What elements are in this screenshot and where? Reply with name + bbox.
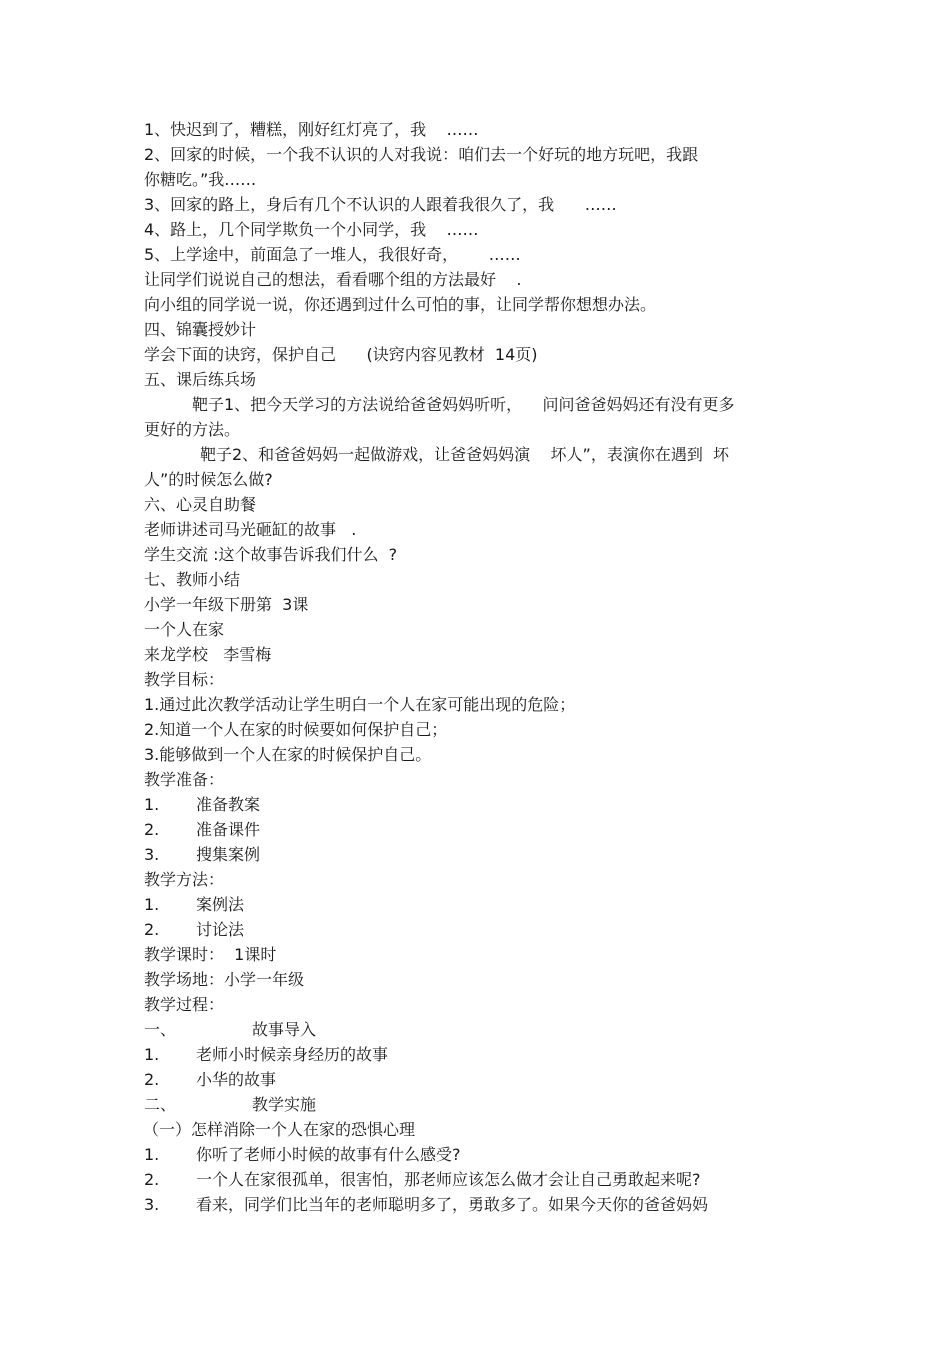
heading-number: 二、 xyxy=(144,1095,177,1114)
story-item-number: 2. xyxy=(144,1070,160,1089)
author-line: 来龙学校 李雪梅 xyxy=(144,645,272,664)
goal-1: 1.通过此次教学活动让学生明白一个人在家可能出现的危险； xyxy=(144,695,576,714)
target-2-cont: 人”的时候怎么做? xyxy=(144,470,273,489)
story-item xyxy=(144,1044,388,1066)
scenario-line-3: 3、回家的路上，身后有几个不认识的人跟着我很久了，我 …… xyxy=(144,195,617,214)
story-item-text: 小华的故事 xyxy=(196,1070,277,1089)
target-2-line: 靶子2、和爸爸妈妈一起做游戏，让爸爸妈妈演 坏人”，表演你在遇到 坏 xyxy=(200,445,729,464)
fear-item-number: 2. xyxy=(144,1170,160,1189)
prep-item xyxy=(144,844,260,866)
method-item-number: 1. xyxy=(144,895,160,914)
method-item-number: 2. xyxy=(144,920,160,939)
subsection-heading: （一）怎样消除一个人在家的恐惧心理 xyxy=(143,1120,416,1139)
method-item xyxy=(144,894,244,916)
tips-line: 学会下面的诀窍，保护自己 (诀窍内容见教材 14页) xyxy=(144,345,538,364)
prep-item-number: 3. xyxy=(144,845,160,864)
fear-item-number: 1. xyxy=(144,1145,160,1164)
process-step-2-heading xyxy=(144,1094,316,1116)
method-item-text: 讨论法 xyxy=(196,920,245,939)
discussion-line: 让同学们说说自己的想法，看看哪个组的方法最好 . xyxy=(144,270,522,289)
venue-line: 教学场地：小学一年级 xyxy=(144,970,305,989)
goals-heading: 教学目标： xyxy=(144,670,225,689)
prep-item-number: 2. xyxy=(144,820,160,839)
scenario-line-5: 5、上学途中，前面急了一堆人，我很好奇， …… xyxy=(144,245,521,264)
scenario-line-1: 1、快迟到了，糟糕，刚好红灯亮了，我 …… xyxy=(144,120,479,139)
fear-item-text: 你听了老师小时候的故事有什么感受? xyxy=(196,1145,461,1164)
prep-heading: 教学准备： xyxy=(144,770,225,789)
prep-item-text: 准备教案 xyxy=(196,795,261,814)
fear-item xyxy=(144,1144,461,1166)
section-4-heading: 四、锦囊授妙计 xyxy=(144,320,257,339)
prep-item-text: 准备课件 xyxy=(196,820,261,839)
student-exchange-line: 学生交流 :这个故事告诉我们什么 ? xyxy=(144,545,398,564)
process-heading: 教学过程： xyxy=(144,995,225,1014)
story-item xyxy=(144,1069,276,1091)
heading-number: 一、 xyxy=(144,1020,177,1039)
story-line: 老师讲述司马光砸缸的故事 . xyxy=(144,520,357,539)
goal-2: 2.知道一个人在家的时候要如何保护自己； xyxy=(144,720,448,739)
prep-item xyxy=(144,794,260,816)
method-heading: 教学方法： xyxy=(144,870,225,889)
section-5-heading: 五、课后练兵场 xyxy=(144,370,257,389)
duration-line: 教学课时： 1课时 xyxy=(144,945,277,964)
scenario-line-2-cont: 你糖吃。”我…… xyxy=(144,170,257,189)
fear-item-text: 一个人在家很孤单，很害怕，那老师应该怎么做才会让自己勇敢起来呢? xyxy=(196,1170,701,1189)
prep-item-text: 搜集案例 xyxy=(196,845,261,864)
group-share-line: 向小组的同学说一说，你还遇到过什么可怕的事，让同学帮你想想办法。 xyxy=(144,295,657,314)
fear-item-text: 看来，同学们比当年的老师聪明多了，勇敢多了。如果今天你的爸爸妈妈 xyxy=(196,1195,709,1214)
goal-3: 3.能够做到一个人在家的时候保护自己。 xyxy=(144,745,432,764)
target-1-cont: 更好的方法。 xyxy=(144,420,241,439)
process-step-1-heading xyxy=(144,1019,316,1041)
story-item-text: 老师小时候亲身经历的故事 xyxy=(196,1045,389,1064)
heading-text: 故事导入 xyxy=(252,1020,317,1039)
section-6-heading: 六、心灵自助餐 xyxy=(144,495,257,514)
fear-item xyxy=(144,1194,708,1216)
scenario-line-2: 2、回家的时候，一个我不认识的人对我说：咱们去一个好玩的地方玩吧，我跟 xyxy=(144,145,699,164)
lesson-title: 一个人在家 xyxy=(144,620,225,639)
method-item-text: 案例法 xyxy=(196,895,245,914)
heading-text: 教学实施 xyxy=(252,1095,317,1114)
prep-item xyxy=(144,819,260,841)
prep-item-number: 1. xyxy=(144,795,160,814)
fear-item xyxy=(144,1169,701,1191)
method-item xyxy=(144,919,244,941)
fear-item-number: 3. xyxy=(144,1195,160,1214)
story-item-number: 1. xyxy=(144,1045,160,1064)
target-1-line: 靶子1、把今天学习的方法说给爸爸妈妈听听， 问问爸爸妈妈还有没有更多 xyxy=(192,395,735,414)
scenario-line-4: 4、路上，几个同学欺负一个小同学，我 …… xyxy=(144,220,479,239)
section-7-heading: 七、教师小结 xyxy=(144,570,241,589)
lesson-ref: 小学一年级下册第 3课 xyxy=(144,595,309,614)
